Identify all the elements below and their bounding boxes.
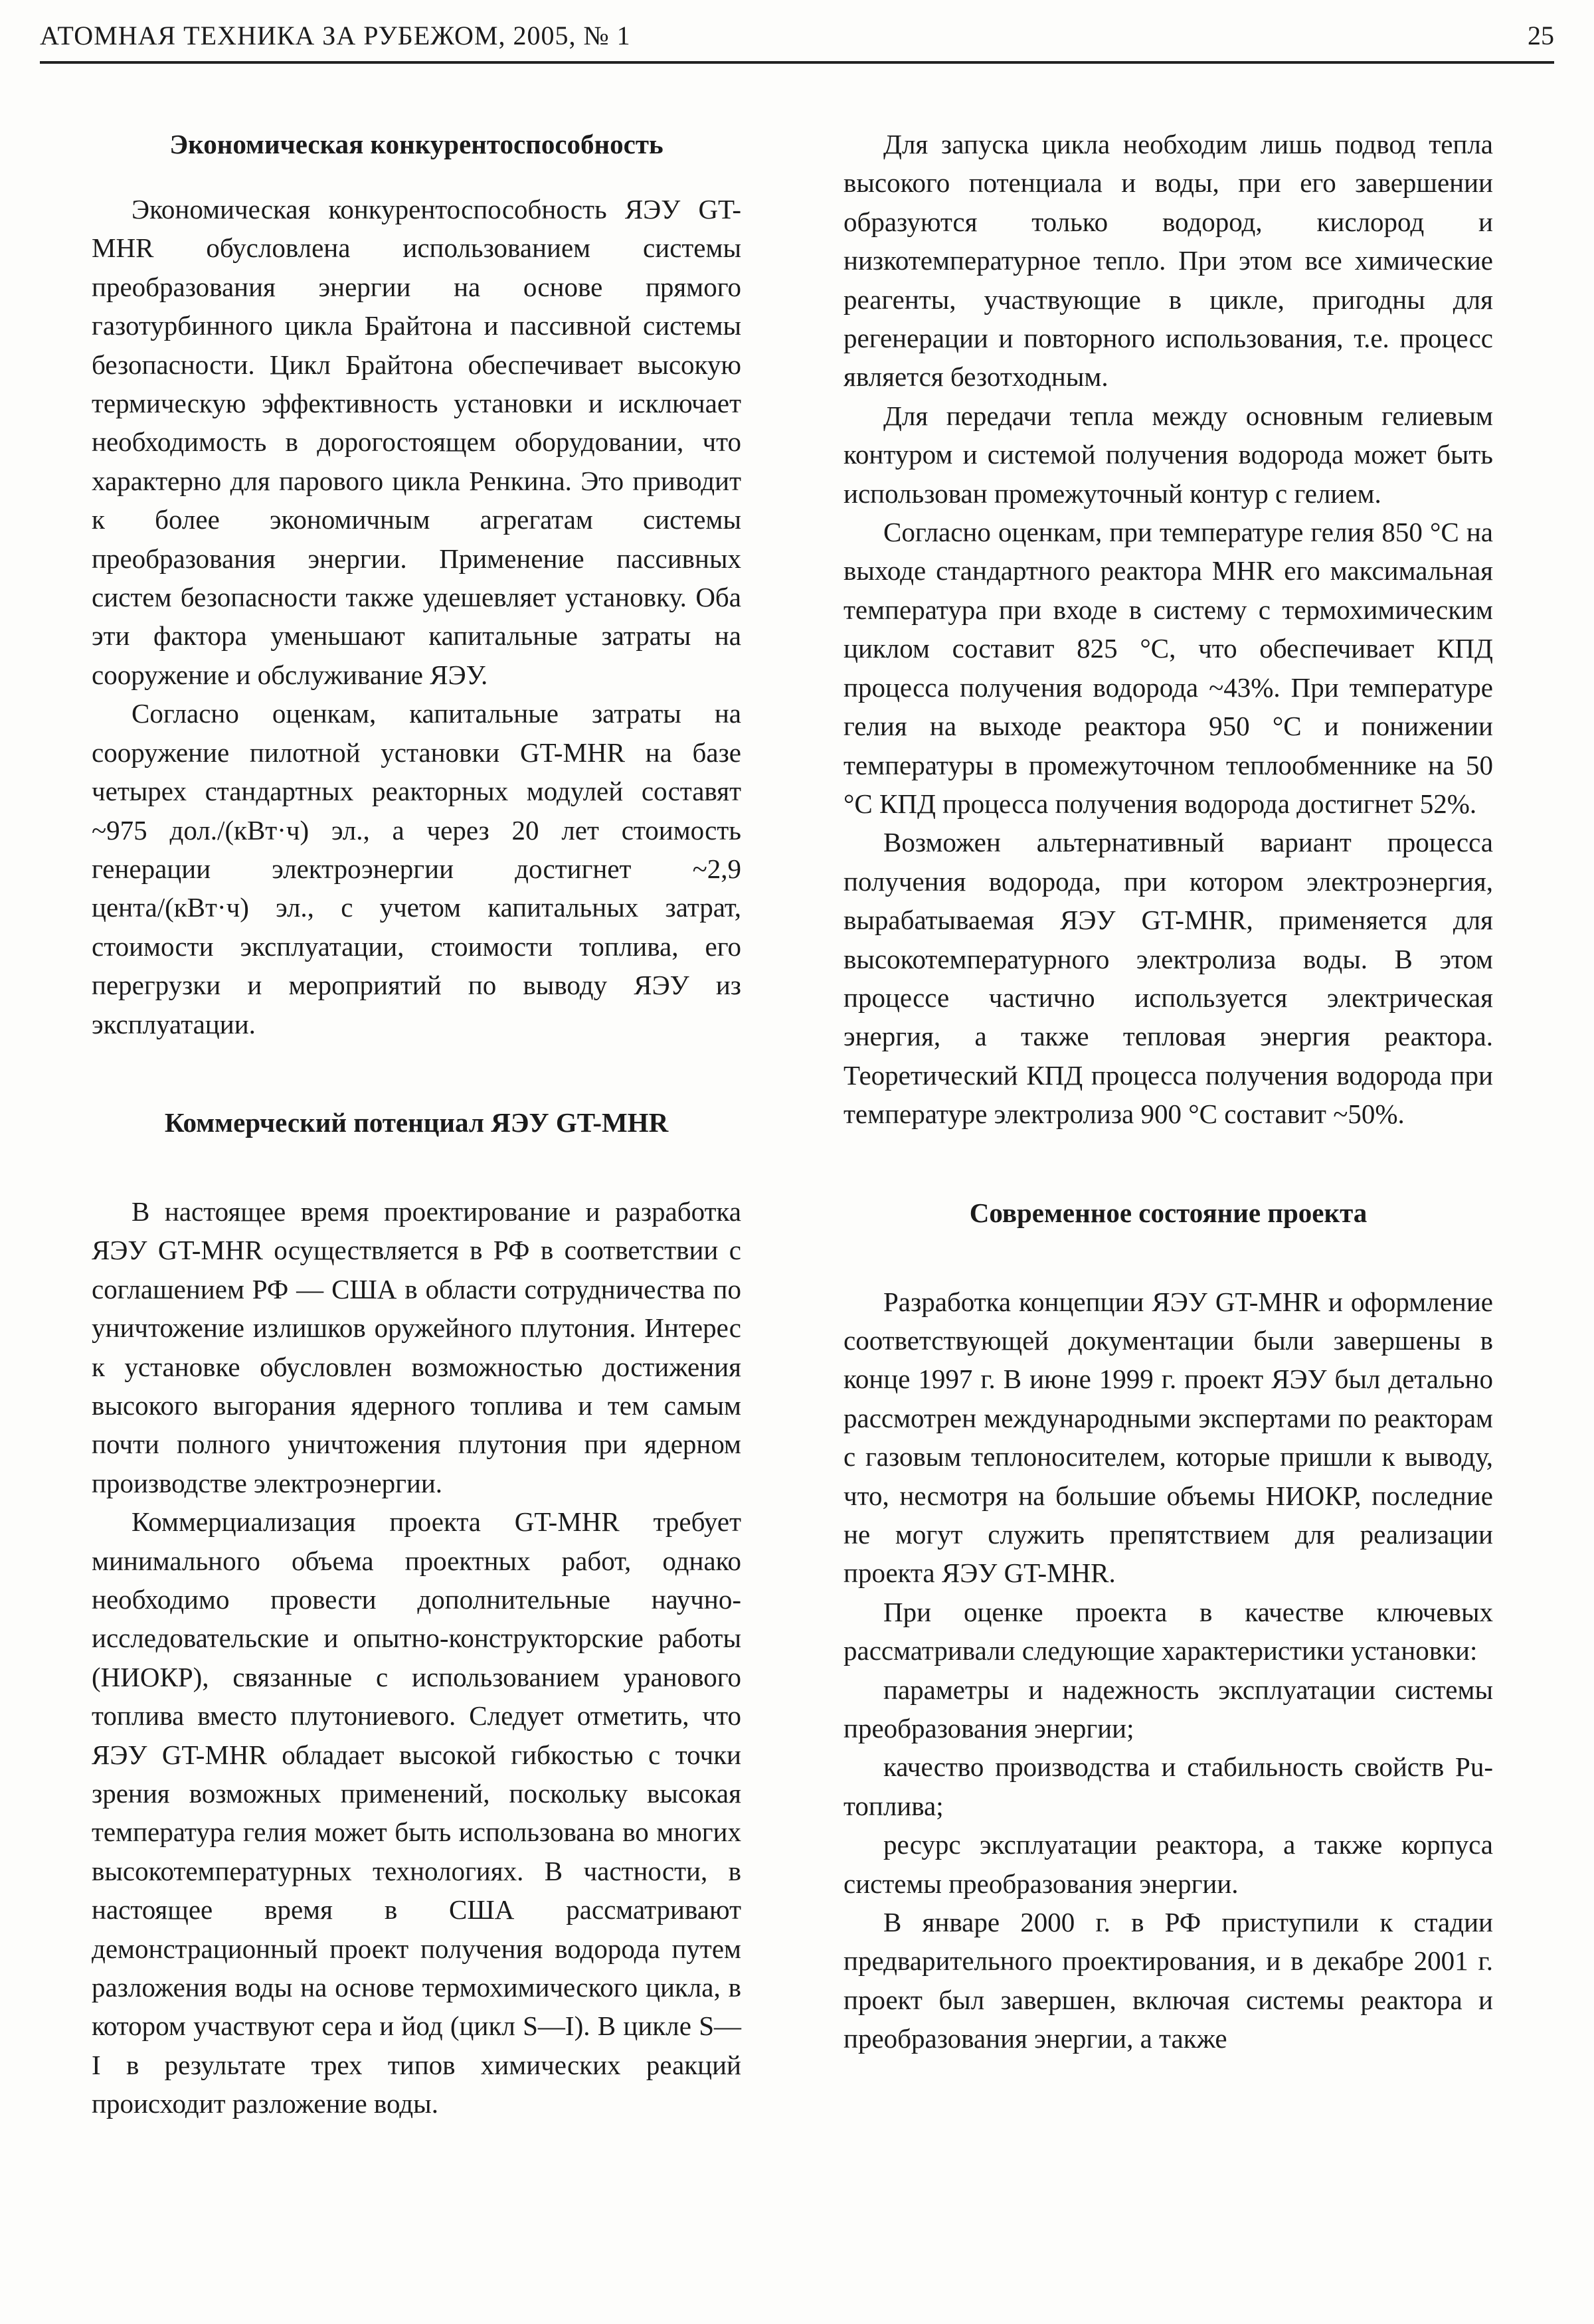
paragraph-text: Экономическая конкурентоспособность ЯЭУ GT-MHR обусловлена использованием системы преобразования энергии на основе прямого газотурбинного цикла Брайтона и пассивной системы безопасности. Цикл Брайтона обеспечивает высокую термическую эффективность установки и исключает необходимость в дорогостоящем оборудовании, что характерно для парового цикла Ренкина. Это приводит к более экономичным агрегатам системы преобразования энергии. Применение пассивных систем безопасности также удешевляет установку. Оба эти фактора уменьшают капитальные затраты на сооружение и обслуживание ЯЭУ. xyxy=(92,194,741,690)
paragraph xyxy=(92,694,741,1043)
paragraph xyxy=(843,1903,1493,2058)
list-item xyxy=(843,1747,1493,1825)
section-heading-economics: Экономическая конкурентоспособность xyxy=(169,129,664,159)
page-number: 25 xyxy=(1528,21,1554,50)
paragraph-text: Согласно оценкам, при температуре гелия 850 °С на выходе стандартного реактора MHR его максимальная температура при входе в систему с термохимическим циклом составит 825 °С, что обеспечивает КПД процесса получения водорода ~43%. При температуре гелия на выходе реактора 950 °С и понижении температуры в промежуточном теплообменнике на 50 °С КПД процесса получения водорода достигнет 52%. xyxy=(843,517,1493,819)
paragraph-text: В январе 2000 г. в РФ приступили к стадии предварительного проектирования, и в декабре 2001 г. проект был завершен, включая системы реактора и преобразования энергии, а также xyxy=(843,1907,1493,2054)
list-item-text: параметры и надежность эксплуатации системы преобразования энергии; xyxy=(843,1674,1493,1744)
paragraph xyxy=(92,1502,741,2123)
list-item xyxy=(843,1670,1493,1748)
list-item-text: качество производства и стабильность свойств Pu-топлива; xyxy=(843,1751,1493,1821)
paragraph-text: В настоящее время проектирование и разработка ЯЭУ GT-MHR осуществляется в РФ в соответствии с соглашением РФ — США в области сотрудничества по уничтожение излишков оружейного плутония. Интерес к установке обусловлен возможностью достижения высокого выгорания ядерного топлива и тем самым почти полного уничтожения плутония при ядерном производстве электроэнергии. xyxy=(92,1196,741,1498)
paragraph-text: Разработка концепции ЯЭУ GT-MHR и оформление соответствующей документации были завершены в конце 1997 г. В июне 1999 г. проект ЯЭУ был детально рассмотрен международными экспертами по реакторам с газовым теплоносителем, которые пришли к выводу, что, несмотря на большие объемы НИОКР, последние не могут служить препятствием для реализации проекта ЯЭУ GT-MHR. xyxy=(843,1286,1493,1589)
paragraph xyxy=(843,125,1493,397)
paragraph-text: При оценке проекта в качестве ключевых рассматривали следующие характеристики установки: xyxy=(843,1596,1493,1666)
running-header xyxy=(40,19,1554,64)
paragraph xyxy=(843,397,1493,513)
paragraph xyxy=(843,1593,1493,1670)
list-item xyxy=(843,1825,1493,1903)
paragraph xyxy=(843,1283,1493,1593)
left-column xyxy=(92,125,741,2123)
paragraph-text: Для передачи тепла между основным гелиевым контуром и системой получения водорода может быть использован промежуточный контур с гелием. xyxy=(843,400,1493,509)
paragraph xyxy=(92,190,741,694)
paragraph-text: Для запуска цикла необходим лишь подвод тепла высокого потенциала и воды, при его завершении образуются только водород, кислород и низкотемпературное тепло. При этом все химические реагенты, участвующие в цикле, пригодны для регенерации и повторного использования, т.е. процесс является безотходным. xyxy=(843,129,1493,393)
paragraph-text: Коммерциализация проекта GT-MHR требует минимального объема проектных работ, однако необходимо провести дополнительные научно-исследовательские и опытно-конструкторские работы (НИОКР), связанные с использованием уранового топлива вместо плутониевого. Следует отметить, что ЯЭУ GT-MHR обладает высокой гибкостью с точки зрения возможных применений, поскольку высокая температура гелия может быть использована во многих высокотемпературных технологиях. В частности, в настоящее время в США рассматривают демонстрационный проект получения водорода путем разложения воды на основе термохимического цикла, в котором участвуют сера и йод (цикл S—I). В цикле S—I в результате трех типов химических реакций происходит разложение воды. xyxy=(92,1506,741,2119)
paragraph-text: Согласно оценкам, капитальные затраты на сооружение пилотной установки GT-MHR на базе четырех стандартных реакторных модулей составят ~975 дол./(кВт·ч) эл., а через 20 лет стоимость генерации электроэнергии достигнет ~2,9 цента/(кВт·ч) эл., с учетом капитальных затрат, стоимости эксплуатации, стоимости топлива, его перегрузки и мероприятий по выводу ЯЭУ из эксплуатации. xyxy=(92,698,741,1039)
paragraph xyxy=(843,823,1493,1133)
section-heading-commercial: Коммерческий потенциал ЯЭУ GT-MHR xyxy=(164,1107,669,1138)
section-heading-status: Современное состояние проекта xyxy=(969,1197,1368,1228)
right-column xyxy=(843,125,1493,2058)
paragraph-text: Возможен альтернативный вариант процесса получения водорода, при котором электроэнергия, вырабатываемая ЯЭУ GT-MHR, применяется для высокотемпературного электролиза воды. В этом процессе частично используется электрическая энергия, а также тепловая энергия реактора. Теоретический КПД процесса получения водорода при температуре электролиза 900 °С составит ~50%. xyxy=(843,827,1493,1130)
journal-title: АТОМНАЯ ТЕХНИКА ЗА РУБЕЖОМ, 2005, № 1 xyxy=(40,21,631,50)
paragraph xyxy=(843,513,1493,823)
list-item-text: ресурс эксплуатации реактора, а также корпуса системы преобразования энергии. xyxy=(843,1829,1493,1899)
paragraph xyxy=(92,1192,741,1502)
